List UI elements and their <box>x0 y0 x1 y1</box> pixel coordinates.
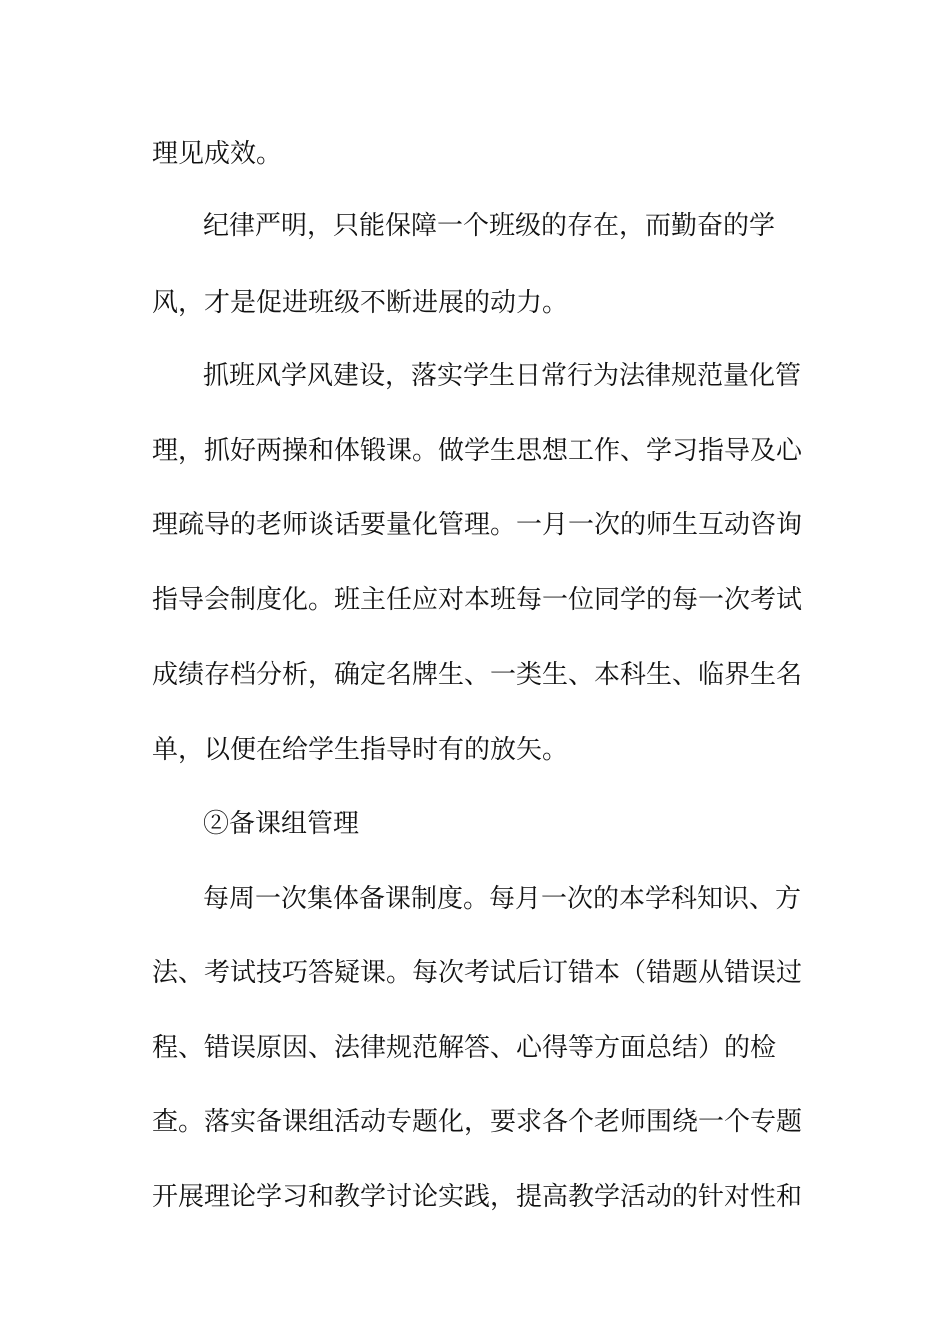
section-heading: ②备课组管理 <box>203 809 360 839</box>
text-line-5: 理，抓好两操和体锻课。做学生思想工作、学习指导及心 <box>152 436 803 466</box>
text-line-4: 抓班风学风建设，落实学生日常行为法律规范量化管 <box>203 361 802 391</box>
text-line-9: 单，以便在给学生指导时有的放矢。 <box>152 735 569 765</box>
text-line-7: 指导会制度化。班主任应对本班每一位同学的每一次考试 <box>152 585 803 615</box>
text-line-6: 理疏导的老师谈话要量化管理。一月一次的师生互动咨询 <box>152 510 803 540</box>
text-line-2: 纪律严明，只能保障一个班级的存在，而勤奋的学 <box>203 211 776 241</box>
text-line-11: 每周一次集体备课制度。每月一次的本学科知识、方 <box>203 884 802 914</box>
text-line-1: 理见成效。 <box>152 139 283 169</box>
text-line-3: 风，才是促进班级不断进展的动力。 <box>152 288 569 318</box>
text-line-13: 程、错误原因、法律规范解答、心得等方面总结）的检 <box>152 1033 777 1063</box>
text-line-14: 查。落实备课组活动专题化，要求各个老师围绕一个专题 <box>152 1107 803 1137</box>
text-line-12: 法、考试技巧答疑课。每次考试后订错本（错题从错误过 <box>152 958 803 988</box>
text-line-8: 成绩存档分析，确定名牌生、一类生、本科生、临界生名 <box>152 660 803 690</box>
text-line-15: 开展理论学习和教学讨论实践，提高教学活动的针对性和 <box>152 1182 803 1212</box>
